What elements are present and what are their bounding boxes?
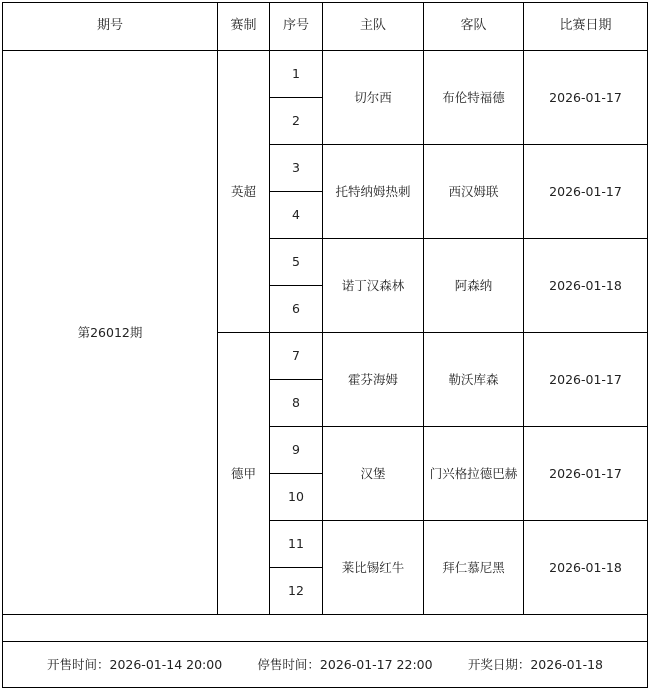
date-cell: 2026-01-17	[524, 333, 648, 427]
date-cell: 2026-01-17	[524, 51, 648, 145]
index-cell: 9	[270, 427, 323, 474]
competition-cell: 英超	[218, 51, 270, 333]
home-team-cell: 托特纳姆热刺	[323, 145, 424, 239]
sale-start-time: 开售时间：2026-01-14 20:00	[47, 656, 223, 672]
footer-cell	[3, 642, 648, 688]
header-away: 客队	[424, 3, 524, 51]
index-cell: 6	[270, 286, 323, 333]
index-cell: 3	[270, 145, 323, 192]
blank-row	[3, 615, 648, 642]
index-cell: 2	[270, 98, 323, 145]
away-team-cell: 西汉姆联	[424, 145, 524, 239]
home-team-cell: 切尔西	[323, 51, 424, 145]
away-team-cell: 布伦特福德	[424, 51, 524, 145]
date-cell: 2026-01-18	[524, 521, 648, 615]
index-cell: 11	[270, 521, 323, 568]
competition-cell: 德甲	[218, 333, 270, 615]
header-competition: 赛制	[218, 3, 270, 51]
footer-line	[3, 658, 647, 672]
away-team-cell: 门兴格拉德巴赫	[424, 427, 524, 521]
index-cell: 1	[270, 51, 323, 98]
blank-cell	[3, 615, 648, 642]
period-cell: 第26012期	[3, 51, 218, 615]
header-index: 序号	[270, 3, 323, 51]
schedule-table	[2, 2, 648, 688]
away-team-cell: 阿森纳	[424, 239, 524, 333]
away-team-cell: 拜仁慕尼黑	[424, 521, 524, 615]
sale-stop-time: 停售时间：2026-01-17 22:00	[257, 656, 433, 672]
table-row	[3, 51, 648, 98]
date-cell: 2026-01-18	[524, 239, 648, 333]
footer-row	[3, 642, 648, 688]
index-cell: 7	[270, 333, 323, 380]
index-cell: 10	[270, 474, 323, 521]
header-home: 主队	[323, 3, 424, 51]
home-team-cell: 霍芬海姆	[323, 333, 424, 427]
date-cell: 2026-01-17	[524, 427, 648, 521]
header-period: 期号	[3, 3, 218, 51]
index-cell: 8	[270, 380, 323, 427]
date-cell: 2026-01-17	[524, 145, 648, 239]
home-team-cell: 莱比锡红牛	[323, 521, 424, 615]
away-team-cell: 勒沃库森	[424, 333, 524, 427]
header-date: 比赛日期	[524, 3, 648, 51]
index-cell: 12	[270, 568, 323, 615]
home-team-cell: 诺丁汉森林	[323, 239, 424, 333]
draw-date: 开奖日期：2026-01-18	[467, 656, 603, 672]
index-cell: 4	[270, 192, 323, 239]
index-cell: 5	[270, 239, 323, 286]
home-team-cell: 汉堡	[323, 427, 424, 521]
header-row	[3, 3, 648, 51]
